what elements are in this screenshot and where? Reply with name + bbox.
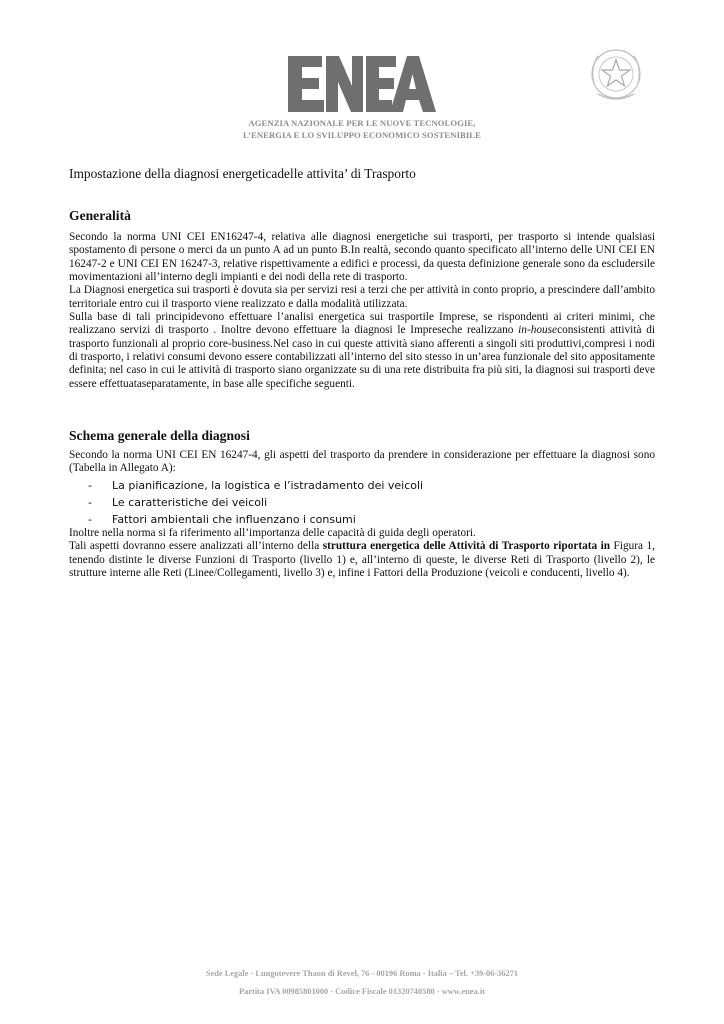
list-item-text: La pianificazione, la logistica e l’istradamento dei veicoli — [112, 479, 424, 492]
paragraph-text: consistenti attività di trasporto funzionali al proprio core-business.Nel caso in cui queste attività siano afferenti a singoli siti produttivi,compresi i nodi di trasporto, i relativi consumi devono essere contabilizzati all’interno del sito stesso in un’area funzionale del sito appositamente definita; nel caso in cui le attività di trasporto siano organizzate su di una rete distribuita fra più siti, la diagnosi sui trasporti deve essere effettuataseparatamente, in base alle specifiche seguenti. — [69, 324, 655, 390]
bullet-dash: - — [88, 496, 92, 509]
section-schema-intro — [69, 449, 655, 476]
paragraph — [69, 311, 655, 391]
agency-name — [160, 117, 564, 141]
bullet-dash: - — [88, 479, 92, 492]
paragraph: Secondo la norma UNI CEI EN 16247-4, gli aspetti del trasporto da prendere in considerazione per effettuare la diagnosi sono (Tabella in Allegato A): — [69, 449, 655, 475]
paragraph-text: Sulla base di tali principidevono effettuare l’analisi energetica sui trasportile Imprese, se rispondenti ai criteri minimi, che realizzano servizi di trasporto . Inoltre devono effettuare la diagnosi le Impreseche realizzano — [69, 311, 655, 337]
bold-phrase: struttura energetica delle Attività di Trasporto riportata in — [322, 540, 611, 553]
paragraph: Inoltre nella norma si fa riferimento all’importanza delle capacità di guida degli operatori. — [69, 527, 476, 539]
list-item-text: Fattori ambientali che influenzano i consumi — [112, 513, 356, 526]
agency-line-1: AGENZIA NAZIONALE PER LE NUOVE TECNOLOGIE, — [248, 118, 476, 128]
footer-address: Sede Legale - Lungotevere Thaon di Revel, 76 - 00196 Roma - Italia – Tel. +39-06-36271 — [205, 969, 519, 978]
list-item — [88, 477, 648, 494]
aspects-list — [88, 477, 648, 528]
paragraph — [69, 540, 655, 580]
page-footer — [100, 965, 624, 1001]
section-heading-generalita: Generalità — [69, 208, 131, 223]
section-schema-body — [69, 527, 655, 580]
italic-term: in-house — [518, 324, 558, 337]
agency-line-2: L’ENERGIA E LO SVILUPPO ECONOMICO SOSTENIBILE — [243, 130, 481, 140]
list-item-text: Le caratteristiche dei veicoli — [112, 496, 268, 509]
bullet-dash: - — [88, 513, 92, 526]
italian-republic-emblem-icon — [586, 44, 646, 106]
paragraph: La Diagnosi energetica sui trasporti è dovuta sia per servizi resi a terzi che per attività in conto proprio, a prescindere dall’ambito territoriale entro cui il trasporto viene realizzato e dalla modalità utilizzata. — [69, 284, 655, 310]
section-heading-schema: Schema generale della diagnosi — [69, 428, 250, 443]
document-title: Impostazione della diagnosi energeticadelle attivita’ di Trasporto — [69, 166, 416, 181]
list-item — [88, 494, 648, 511]
list-item — [88, 511, 648, 528]
section-generalita-body — [69, 231, 655, 391]
paragraph-text: Figura 1, tenendo distinte le diverse Funzioni di Trasporto (livello 1) e, all’interno di queste, le diverse Reti di Trasporto (livello 2), le strutture interne alle Reti (Linee/Collegamenti, livello 3) e, infine i Fattori della Produzione (veicoli e conducenti, livello 4). — [69, 540, 655, 580]
footer-tax-info: Partita IVA 00985801000 - Codice Fiscale 01320740580 - www.enea.it — [239, 987, 485, 996]
paragraph: Secondo la norma UNI CEI EN16247-4, relativa alle diagnosi energetiche sui trasporti, per trasporto si intende qualsiasi spostamento di persone o merci da un punto A ad un punto B.In realtà, secondo quanto specificato all’interno delle UNI CEI EN 16247-2 e UNI CEI EN 16247-3, relative rispettivamente a edifici e processi, da questa definizione generale sono da escludersile movimentazioni all’interno degli impianti e dei nodi della rete di trasporto. — [69, 231, 655, 284]
enea-logo — [286, 56, 436, 112]
paragraph-text: Tali aspetti dovranno essere analizzati all’interno della — [69, 540, 323, 553]
